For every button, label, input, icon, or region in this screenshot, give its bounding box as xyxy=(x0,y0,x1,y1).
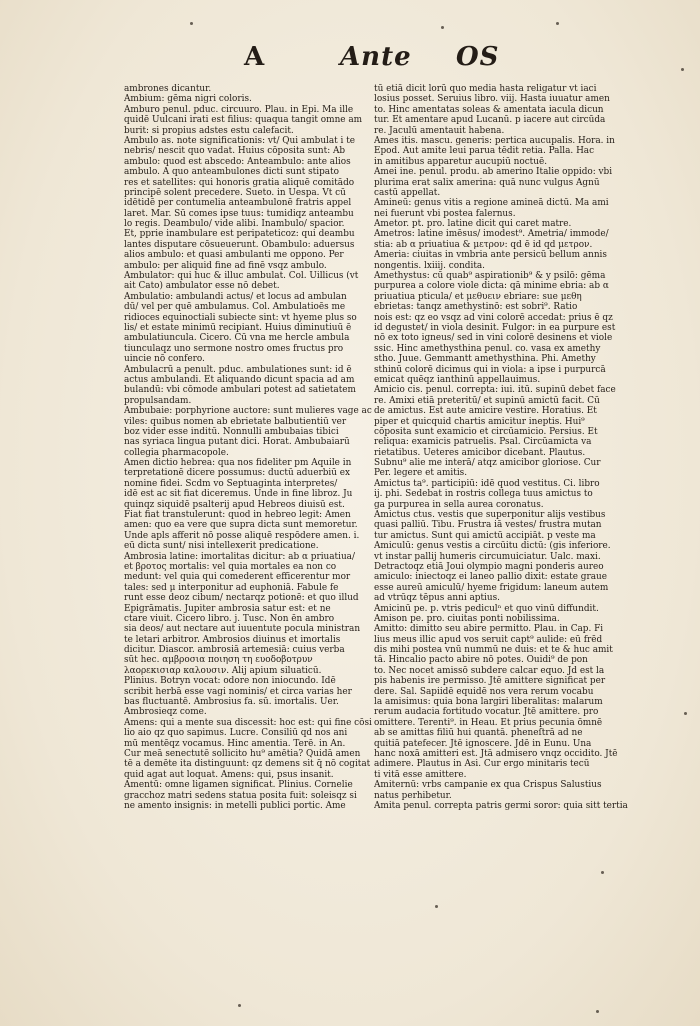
text-line: ssic. Hinc amethysthina penul. co. vasa ex amethy xyxy=(374,343,601,354)
text-line: actus ambulandi. Et aliquando dicunt spacia ad am xyxy=(124,374,355,385)
text-line: Amethystus: cū quab⁹ aspirationib⁹ & y psilō: gēma xyxy=(374,271,606,282)
text-line: mū mentēqz vocamus. Hinc amentia. Terē. in An. xyxy=(124,738,346,749)
text-line: Amiculū: genus vestis a circūitu dictū: (gis inferiore. xyxy=(374,541,611,552)
text-line: tē a demēte ita distinguunt: qz demens sit q̄ nō cogitat xyxy=(124,759,371,770)
text-line: piper et quicquid chartis amicitur ineptis. Hui⁹ xyxy=(374,416,585,427)
text-line: hanc noxā amitteri est. Jtā admisero vnqz occidito. Jtē xyxy=(374,749,618,759)
text-line: Epod. Aut amite leui parua tēdit retia. Palla. Hac xyxy=(374,146,595,157)
text-line: esse aureū amiculū/ hyeme frigidum: laneum autem xyxy=(374,582,609,593)
text-line: Ambrosia latine: imortalitas dicitur: ab α priuatiua/ xyxy=(124,551,355,562)
paper-speck xyxy=(681,68,684,71)
text-line: Detractoqz etiā Joui olympio magni ponderis aureo xyxy=(374,561,604,572)
text-line: ambulo: per aliquid fine ad finē vsqz ambulo. xyxy=(124,260,327,271)
text-line: losius posset. Seruius libro. viij. Hasta iuuatur amen xyxy=(374,94,610,105)
text-line: ambrones dicantur. xyxy=(124,84,212,94)
text-line: ga purpurea in sella aurea coronatus. xyxy=(374,499,544,510)
text-line: purpurea a colore viole dicta: qā minime ebria: ab α xyxy=(374,281,609,292)
text-line: ti vitā esse amittere. xyxy=(374,769,467,780)
paper-speck xyxy=(601,871,604,874)
text-line: nebris/ nescit quo vadat. Huius cōposita sunt: Ab xyxy=(124,146,346,157)
text-line: Epigrāmatis. Jupiter ambrosia satur est: et ne xyxy=(124,603,331,614)
text-line: omittere. Terenti⁹. in Heau. Et prius pecunia ōmnē xyxy=(374,717,603,728)
text-line: ebrietas: tanqz amethystinō: est sobri⁹. Ratio xyxy=(374,302,578,313)
text-line: Amens: qui a mente sua discessit: hoc est: qui fine cōsi xyxy=(124,717,372,728)
text-line: Plinius. Botryn vocat: odore non iniocundo. Idē xyxy=(124,676,336,687)
text-line: sthinū colorē dicimus qui in viola: a ipse i purpurcā xyxy=(374,364,606,375)
text-line: Ambubaie: porphyrione auctore: sunt mulieres vage ac xyxy=(124,406,372,417)
text-line: dicitur. Diascor. ambrosiā artemesiā: cuius verba xyxy=(124,645,345,656)
text-line: te letari arbitror. Ambrosios diuinus et imortalis xyxy=(124,634,341,645)
paper-speck xyxy=(435,905,438,908)
text-line: nas syriaca lingua putant dici. Horat. Ambubaiarū xyxy=(124,437,350,448)
text-line: runt esse deoz cibum/ nectarqz potionē: et quo illud xyxy=(124,593,359,604)
paper-speck xyxy=(238,1004,241,1007)
paper-speck xyxy=(684,712,687,715)
text-line: Ameria: ciuitas in vmbria ante persicū bellum annis xyxy=(374,250,607,261)
paper-speck xyxy=(556,22,559,25)
text-line: lo regis. Deambulo/ vide alibi. Inambulo/ spacior. xyxy=(124,219,345,230)
text-line: rerum audacia fortitudo vocatur. Jtē amittere. pro xyxy=(374,707,599,718)
header-letter: A xyxy=(244,42,266,72)
text-line: medunt: vel quia qui comederent efficerentur mor xyxy=(124,572,351,583)
text-line: uincie nō confero. xyxy=(124,354,205,365)
text-line: Cur meā senectutē sollicito hu⁹ amētia? Quidā amen xyxy=(124,749,361,759)
text-line: Ambrosieqz come. xyxy=(124,707,207,718)
text-line: Et, pprie inambulare est peripateticoz: qui deambu xyxy=(124,229,355,240)
text-line: Ambulo as. note significationis: vt/ Qui ambulat i te xyxy=(124,135,356,146)
text-line: Ames itis. mascu. generis: pertica aucupalis. Hora. in xyxy=(374,135,615,146)
text-line: la amisimus: quia bona largiri liberalitas: malarum xyxy=(374,697,603,708)
text-line: Amentū: omne ligamen significat. Plinius. Cornelie xyxy=(124,780,353,791)
text-line: dū/ vel per quē ambulamus. Col. Ambulatioēs me xyxy=(124,302,346,313)
text-line: eū dicta sunt/ nisi intellexerit predicatione. xyxy=(124,541,319,552)
text-line: rietatibus. Ueteres amicibor dicebant. Plautus. xyxy=(374,447,586,458)
text-line: et βροτος mortalis: vel quia mortales ea non co xyxy=(124,561,337,572)
text-line: Amburo penul. pduc. circuuro. Plau. in Epi. Ma ille xyxy=(124,104,354,115)
text-line: Fiat fiat transtulerunt: quod in hebreo legit: Amen xyxy=(124,510,351,521)
text-line: ambulo. A quo anteambulones dicti sunt stipato xyxy=(124,167,339,178)
text-line: quinqz siquidē psalterij apud Hebreos diuisū est. xyxy=(124,499,345,510)
text-line: ambulo: quod est abscedo: Anteambulo: ante alios xyxy=(124,156,351,167)
text-line: lio aio qz quo sapimus. Lucre. Consiliū qd nos ani xyxy=(124,728,348,739)
text-line: tur. Et amentare apud Lucanū. p iacere aut circūda xyxy=(374,115,606,126)
text-line: nois est: qz eo vsqz ad vini colorē accedat: prius ē qz xyxy=(374,312,613,323)
text-line: vt instar pallij humeris circumuiciatur. Ualc. maxi. xyxy=(374,551,601,562)
running-header xyxy=(0,42,700,82)
text-line: alios ambulo: et quasi ambulanti me oppono. Per xyxy=(124,250,344,261)
text-line: stho. Juue. Gemmantt amethysthina. Phi. Amethy xyxy=(374,354,596,365)
text-line: Amictus ta⁹. participiū: idē quod vestitus. Ci. libro xyxy=(374,478,600,489)
text-line: bulandū: vbi cōmode ambulari potest ad satietatem xyxy=(124,385,356,396)
header-range: OS xyxy=(456,42,500,72)
text-line: plurima erat salix amerina: quā nunc vulgus Agnū xyxy=(374,177,600,188)
text-line: ab se amittas filiū hui quantā. pheneſtrā ad ne xyxy=(374,728,583,739)
text-line: Ametros: latine imēsus/ imodest⁹. Ametria/ immode/ xyxy=(374,229,609,240)
text-line: sūt hec. αμβροσια ποιηση τη ευοδοβοτρυν xyxy=(124,655,313,666)
text-line: quasi palliū. Tibu. Frustra iā vestes/ frustra mutan xyxy=(374,520,602,531)
header-word: Ante xyxy=(340,42,412,72)
text-line: collegia pharmacopole. xyxy=(124,447,229,458)
text-line: stia: ab α priuatiua & μετρον: qd ē id qd μετρον. xyxy=(374,239,593,250)
text-line: lius meus illic apud vos seruit capt⁹ aulide: eū frēd xyxy=(374,634,603,645)
text-line: tales: sed μ interponitur ad euphoniā. Fabule fe xyxy=(124,582,339,593)
text-line: Amita penul. correpta patris germi soror: quia sitt tertia xyxy=(374,800,628,811)
text-line: nongentis. lxiiij. condita. xyxy=(374,260,486,271)
text-line: tiunculaqz uno sermone nostro omes fructus pro xyxy=(124,343,344,354)
text-line: idētidē per contumelia anteambulonē fratris appel xyxy=(124,198,352,209)
right-text-column xyxy=(374,84,632,811)
text-line: viles: quibus nomen ab ebrietate balbutientiū ver xyxy=(124,416,347,427)
text-line: nomine fidei. Scdm vo Septuaginta interpretes/ xyxy=(124,478,338,489)
text-line: emicat quēqz ianthinū appellauimus. xyxy=(374,374,541,385)
text-line: tū etiā dicit lorū quo media hasta religatur vt iaci xyxy=(374,84,597,94)
text-line: reliqua: examicis patruelis. Psal. Circūamicta va xyxy=(374,437,592,448)
text-line: quid agat aut loquat. Amens: qui, psus insanit. xyxy=(124,769,334,780)
text-line: propulsandam. xyxy=(124,395,192,406)
text-line: natus perhibetur. xyxy=(374,790,452,801)
text-line: Ambium: gēma nigri coloris. xyxy=(124,94,252,105)
paper-speck xyxy=(441,26,444,29)
text-line: Amictus ctus. vestis que superponitur alijs vestibus xyxy=(374,510,606,521)
text-line: castū appellat. xyxy=(374,187,441,198)
text-line: priuatiua pticula/ et μεθυειν ebriare: sue μεθη xyxy=(374,291,582,302)
text-line: scribit herbā esse vagi nominis/ et circa varias her xyxy=(124,686,352,697)
text-line: Amei ine. penul. produ. ab amerino Italie oppido: vbi xyxy=(374,167,613,178)
text-line: Subnu⁹ alie me interā/ atqz amicibor gloriose. Cur xyxy=(374,458,601,469)
left-text-column xyxy=(124,84,382,811)
paper-speck xyxy=(596,1010,599,1013)
text-line: pis habenis ire permisso. Jtē amittere significat per xyxy=(374,676,606,687)
text-line: Amitto: dimitto seu abire permitto. Plau. in Cap. Fi xyxy=(374,624,604,635)
text-line: ad vtrūqz tēpus anni aptius. xyxy=(374,593,500,604)
text-line: lantes disputare cōsueuerunt. Obambulo: aduersus xyxy=(124,239,355,250)
text-line: re. Amixi etiā preteritū/ et supinū amictū facit. Cū xyxy=(374,395,600,406)
text-line: Per. legere et amitis. xyxy=(374,468,468,479)
text-line: ridioces equinoctiali subiecte sint: vt hyeme plus so xyxy=(124,312,357,323)
text-line: Amicio cis. penul. correpta: iui. itū. supinū debet face xyxy=(374,385,616,396)
text-line: terpretationē dicere possumus: ductū aduerbiū ex xyxy=(124,468,351,479)
text-line: burit: si propius adstes estu calefacit. xyxy=(124,125,294,136)
text-line: amiculo: iniectoqz ei laneo pallio dixit: estate graue xyxy=(374,572,607,583)
text-line: nei fuerunt vbi postea falernus. xyxy=(374,208,516,219)
text-line: to. Nec nocet amissō subdere calcar equo. Jd est la xyxy=(374,665,605,676)
text-line: Ambulatio: ambulandi actus/ et locus ad ambulan xyxy=(124,291,347,302)
text-line: sia deos/ aut nectare aut iuuentute pocula ministran xyxy=(124,624,361,635)
text-line: ambulatiuncula. Cicero. Cū vna me hercle ambula xyxy=(124,333,350,344)
text-line: in amitibus apparetur aucupiū noctuē. xyxy=(374,156,548,167)
text-line: Amison pe. pro. ciuitas ponti nobilissima. xyxy=(374,613,560,624)
text-line: dere. Sal. Sapiidē equidē nos vera rerum vocabu xyxy=(374,686,594,697)
text-line: principē solent precedere. Sueto. in Uespa. Vt cū xyxy=(124,187,346,198)
text-line: ne amento insignis: in metelli publici portic. Ame xyxy=(124,800,346,811)
text-line: adimere. Plautus in Asi. Cur ergo minitaris tecū xyxy=(374,759,590,770)
text-line: Amineū: genus vitis a regione amineā dictū. Ma ami xyxy=(374,198,609,209)
text-line: λαορεκισιαρ καλουσιν. Alij apium siluaticū. xyxy=(124,665,322,676)
text-line: lis/ et estate minimū recipiant. Huius diminutiuū ē xyxy=(124,322,352,333)
text-line: re. Jaculū amentauit habena. xyxy=(374,125,505,136)
text-line: Amicinū pe. p. vtris pediculⁿ et quo vinū diffundit. xyxy=(374,603,599,614)
text-line: Ambulator: qui huc & illuc ambulat. Col. Uillicus (vt xyxy=(124,271,359,282)
text-line: tur amictus. Sunt qui amictū accipiāt. p veste ma xyxy=(374,530,596,541)
text-line: ij. phi. Sedebat in rostris collega tuus amictus to xyxy=(374,489,593,500)
text-line: Ambulacrū a penult. pduc. ambulationes sunt: id ē xyxy=(124,364,352,375)
paper-speck xyxy=(190,22,193,25)
text-line: nō ex toto igneus/ sed in vini colorē desinens et viole xyxy=(374,333,613,344)
text-line: ait Cato) ambulator esse nō debet. xyxy=(124,281,280,292)
text-line: boz vider esse inditū. Nonnulli ambubaias tibici xyxy=(124,426,339,437)
text-line: quidē Uulcani irati est filius: quaqua tangit omne am xyxy=(124,115,363,126)
text-line: amen: quo ea vere que supra dicta sunt memoretur. xyxy=(124,520,358,531)
text-line: Amiternū: vrbs campanie ex qua Crispus Salustius xyxy=(374,780,602,791)
text-line: res et satellites: qui honoris gratia aliquē comitādo xyxy=(124,177,355,188)
text-line: ctare viuit. Cicero libro. j. Tusc. Non ēn ambro xyxy=(124,613,335,624)
text-line: laret. Mar. Sū comes ipse tuus: tumidiqz anteambu xyxy=(124,208,354,219)
text-line: Amen dictio hebrea: qua nos fideliter pm Aquile in xyxy=(124,458,352,469)
text-line: cōposita sunt examicio et circūamicio. Persius. Et xyxy=(374,426,598,437)
text-line: bas fluctuantē. Ambrosius fa. sū. imortalis. Uer. xyxy=(124,697,339,708)
text-line: dis mihi postea vnū nummū ne duis: et te & huc amit xyxy=(374,645,613,656)
text-line: de amictus. Est aute amicire vestire. Horatius. Et xyxy=(374,406,597,417)
text-line: Ametor. pt. pro. latine dicit qui caret matre. xyxy=(374,219,572,230)
text-line: idē est ac sit fiat diceremus. Unde in fine libroz. Ju xyxy=(124,489,353,500)
text-line: gracchoz matri sedens statua posita fuit: soleisqz si xyxy=(124,790,357,801)
text-line: quitiā patefecer. Jtē ignoscere. Jdē in Eunu. Una xyxy=(374,738,592,749)
text-line: Unde apls afferit nō posse aliquē respōdere amen. i. xyxy=(124,530,360,541)
text-line: id degustet/ in viola desinit. Fulgor: in ea purpure est xyxy=(374,322,616,333)
text-line: to. Hinc amentatas soleas & amentata iacula dicun xyxy=(374,104,604,115)
text-line: tā. Hincalio pacto abire nō potes. Ouidi⁹ de pon xyxy=(374,655,588,666)
